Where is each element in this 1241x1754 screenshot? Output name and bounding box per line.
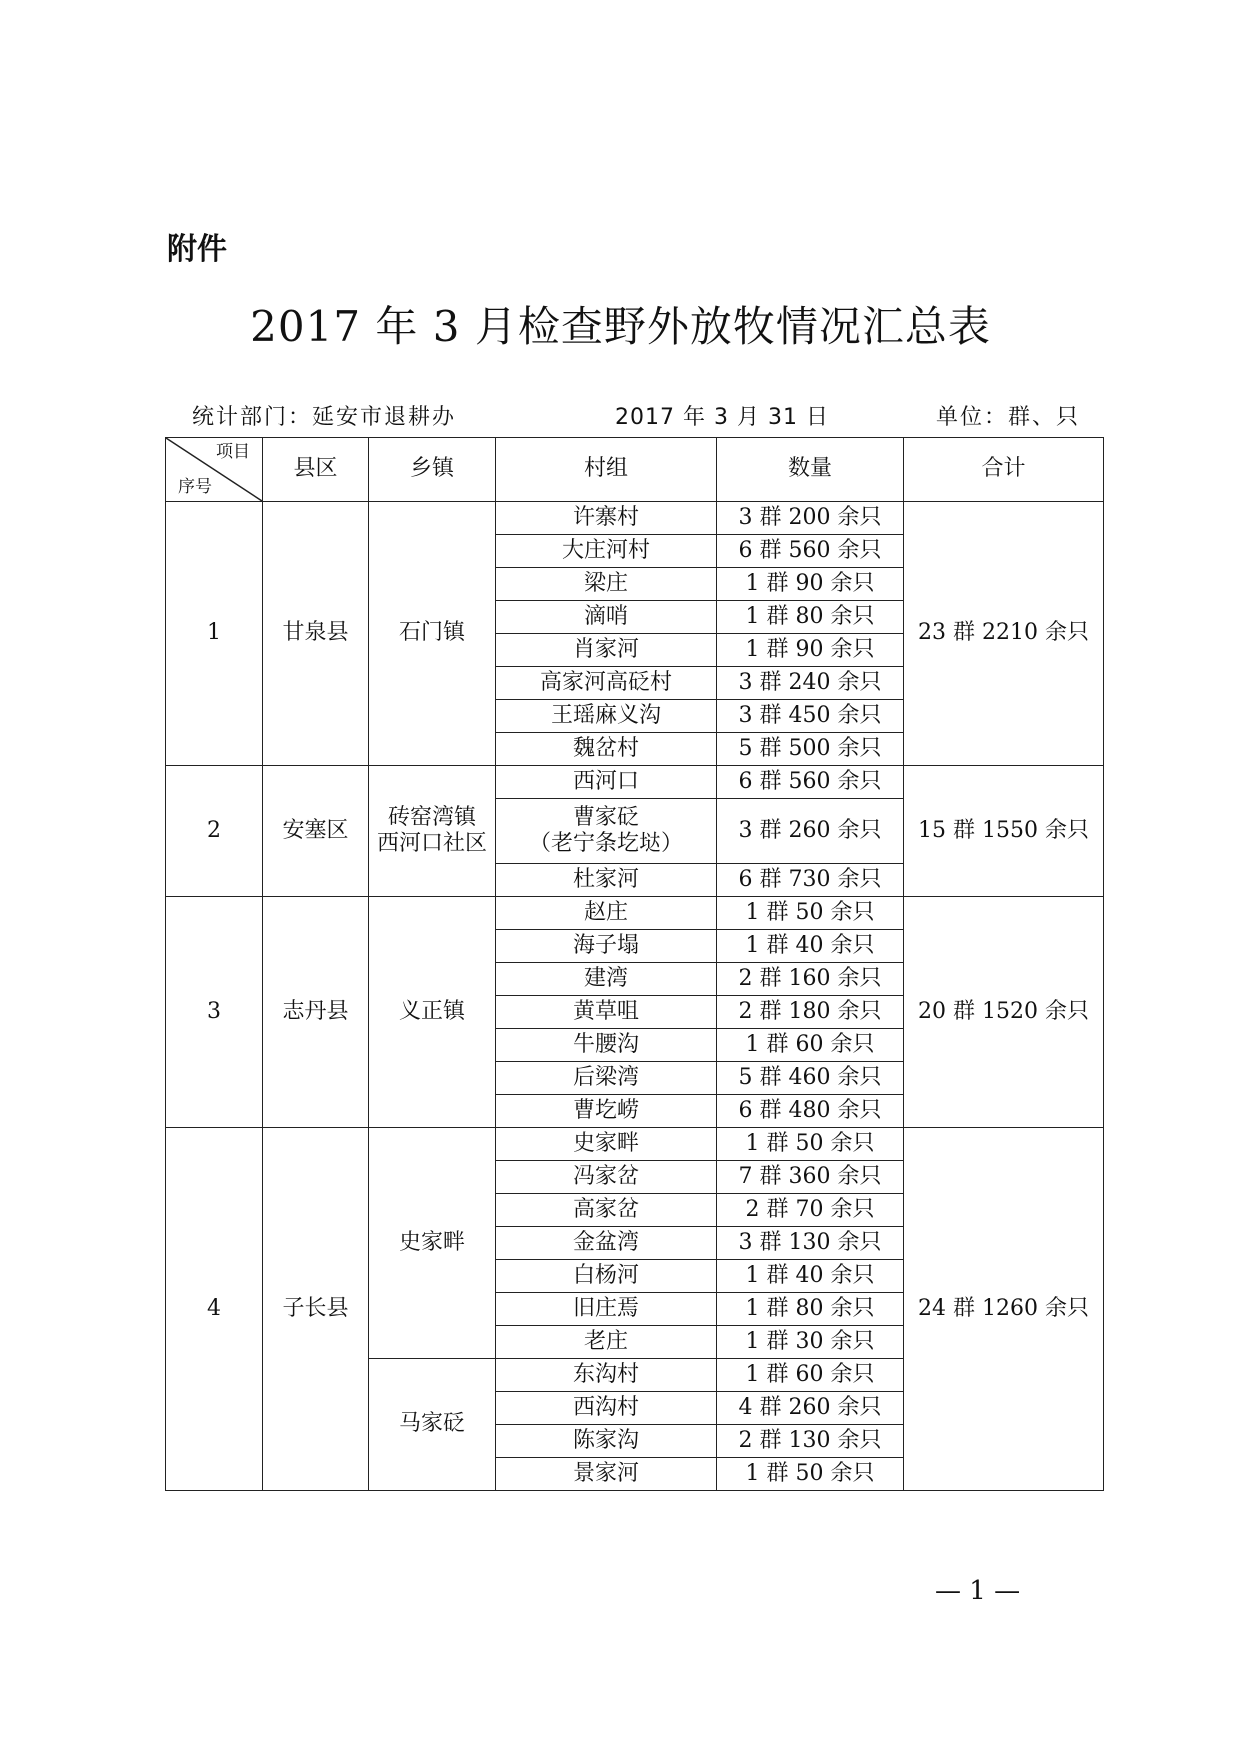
quantity-cell: 3 群 450 余只: [717, 700, 904, 733]
village-cell: 赵庄: [496, 897, 717, 930]
quantity-cell: 1 群 80 余只: [717, 601, 904, 634]
village-cell: 滴哨: [496, 601, 717, 634]
quantity-cell: 5 群 500 余只: [717, 733, 904, 766]
village-cell: 曹圪崂: [496, 1095, 717, 1128]
total-cell: 23 群 2210 余只: [904, 502, 1104, 766]
header-county: 县区: [263, 438, 369, 502]
village-cell: 白杨河: [496, 1260, 717, 1293]
header-village: 村组: [496, 438, 717, 502]
date-label: 2017 年 3 月 31 日: [615, 405, 829, 430]
village-cell: 老庄: [496, 1326, 717, 1359]
summary-table: [165, 437, 1104, 1491]
header-quantity: 数量: [717, 438, 904, 502]
village-cell: 高家河高砭村: [496, 667, 717, 700]
village-cell: 王瑶麻义沟: [496, 700, 717, 733]
quantity-cell: 1 群 60 余只: [717, 1359, 904, 1392]
quantity-cell: 4 群 260 余只: [717, 1392, 904, 1425]
department-label: 统计部门：延安市退耕办: [192, 405, 457, 430]
village-cell: 史家畔: [496, 1128, 717, 1161]
quantity-cell: 3 群 260 余只: [717, 799, 904, 864]
header-total: 合计: [904, 438, 1104, 502]
village-cell: 冯家岔: [496, 1161, 717, 1194]
serial-cell: 4: [166, 1128, 263, 1491]
town-cell: 石门镇: [369, 502, 496, 766]
quantity-cell: 1 群 40 余只: [717, 1260, 904, 1293]
quantity-cell: 6 群 730 余只: [717, 864, 904, 897]
serial-cell: 1: [166, 502, 263, 766]
town-cell: 马家砭: [369, 1359, 496, 1491]
quantity-cell: 1 群 50 余只: [717, 897, 904, 930]
total-cell: 24 群 1260 余只: [904, 1128, 1104, 1491]
quantity-cell: 3 群 130 余只: [717, 1227, 904, 1260]
village-cell: 陈家沟: [496, 1425, 717, 1458]
quantity-cell: 6 群 560 余只: [717, 766, 904, 799]
quantity-cell: 2 群 70 余只: [717, 1194, 904, 1227]
quantity-cell: 1 群 90 余只: [717, 568, 904, 601]
county-cell: 甘泉县: [263, 502, 369, 766]
county-cell: 子长县: [263, 1128, 369, 1491]
header-row: [166, 438, 1104, 502]
village-cell: 梁庄: [496, 568, 717, 601]
quantity-cell: 1 群 30 余只: [717, 1326, 904, 1359]
village-cell: 西沟村: [496, 1392, 717, 1425]
town-cell: 砖窑湾镇 西河口社区: [369, 766, 496, 897]
village-cell: 曹家砭 （老宁条圪垯）: [496, 799, 717, 864]
village-cell: 大庄河村: [496, 535, 717, 568]
quantity-cell: 1 群 50 余只: [717, 1458, 904, 1491]
county-cell: 志丹县: [263, 897, 369, 1128]
quantity-cell: 6 群 480 余只: [717, 1095, 904, 1128]
header-item-label: 项目: [216, 442, 250, 462]
diagonal-header-cell: [166, 438, 263, 502]
quantity-cell: 2 群 180 余只: [717, 996, 904, 1029]
village-cell: 高家岔: [496, 1194, 717, 1227]
village-cell: 金盆湾: [496, 1227, 717, 1260]
quantity-cell: 2 群 130 余只: [717, 1425, 904, 1458]
attachment-label: 附件: [167, 232, 227, 267]
town-cell: 义正镇: [369, 897, 496, 1128]
quantity-cell: 3 群 200 余只: [717, 502, 904, 535]
header-serial-label: 序号: [178, 476, 212, 497]
village-cell: 海子塌: [496, 930, 717, 963]
town-cell: 史家畔: [369, 1128, 496, 1359]
serial-cell: 3: [166, 897, 263, 1128]
table-row: [166, 1128, 1104, 1161]
quantity-cell: 1 群 80 余只: [717, 1293, 904, 1326]
village-cell: 东沟村: [496, 1359, 717, 1392]
village-cell: 肖家河: [496, 634, 717, 667]
quantity-cell: 7 群 360 余只: [717, 1161, 904, 1194]
table-row: [166, 897, 1104, 930]
quantity-cell: 1 群 90 余只: [717, 634, 904, 667]
total-cell: 20 群 1520 余只: [904, 897, 1104, 1128]
total-cell: 15 群 1550 余只: [904, 766, 1104, 897]
village-cell: 魏岔村: [496, 733, 717, 766]
quantity-cell: 1 群 50 余只: [717, 1128, 904, 1161]
quantity-cell: 5 群 460 余只: [717, 1062, 904, 1095]
quantity-cell: 3 群 240 余只: [717, 667, 904, 700]
village-cell: 西河口: [496, 766, 717, 799]
page-title: 2017 年 3 月检查野外放牧情况汇总表: [250, 302, 991, 351]
village-cell: 牛腰沟: [496, 1029, 717, 1062]
quantity-cell: 1 群 40 余只: [717, 930, 904, 963]
village-cell: 建湾: [496, 963, 717, 996]
village-cell: 景家河: [496, 1458, 717, 1491]
unit-label: 单位：群、只: [936, 405, 1081, 430]
county-cell: 安塞区: [263, 766, 369, 897]
village-cell: 旧庄焉: [496, 1293, 717, 1326]
page-number: — 1 —: [935, 1576, 1021, 1606]
village-cell: 杜家河: [496, 864, 717, 897]
quantity-cell: 6 群 560 余只: [717, 535, 904, 568]
table-row: [166, 766, 1104, 799]
quantity-cell: 1 群 60 余只: [717, 1029, 904, 1062]
village-cell: 黄草咀: [496, 996, 717, 1029]
serial-cell: 2: [166, 766, 263, 897]
village-cell: 后梁湾: [496, 1062, 717, 1095]
header-town: 乡镇: [369, 438, 496, 502]
quantity-cell: 2 群 160 余只: [717, 963, 904, 996]
table-row: [166, 502, 1104, 535]
village-cell: 许寨村: [496, 502, 717, 535]
